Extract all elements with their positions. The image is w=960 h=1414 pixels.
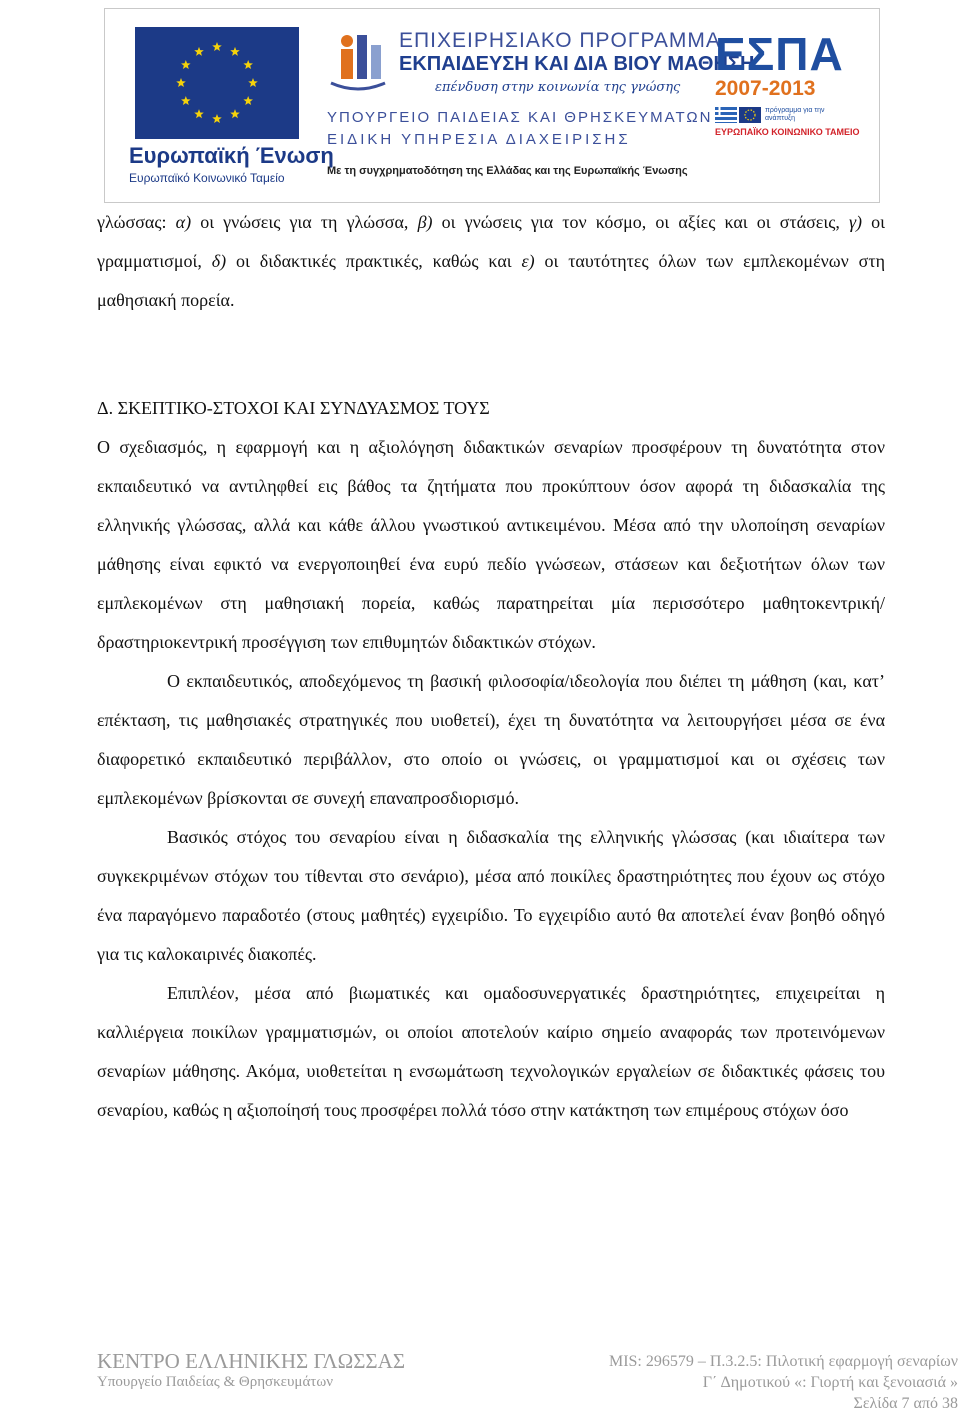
header-banner [104,8,880,203]
eu-logo-block [129,27,334,187]
paragraph-3: Βασικός στόχος του σεναρίου είναι η διδασκαλία της ελληνικής γλώσσας (και ιδιαίτερα των συγκεκριμένων στόχων του τίθενται στο σενάριο), μέσα από ποικίλες δραστηριότητες που έχουν ως στόχο ένα παραγόμενο παραδοτέο (στους μαθητές) εγχειρίδιο. Το εγχειρίδιο αυτό θα αποτελεί έναν βοηθό οδηγό για τις καλοκαιρινές διακοπές. [97,827,885,964]
management-service: ΕΙΔΙΚΗ ΥΠΗΡΕΣΙΑ ΔΙΑΧΕΙΡΙΣΗΣ [327,131,631,148]
programme-logo-icon [327,25,389,95]
footer-center-name: ΚΕΝΤΡΟ ΕΛΛΗΝΙΚΗΣ ΓΛΩΣΣΑΣ [97,1349,406,1373]
eu-name: Ευρωπαϊκή Ένωση [129,143,334,168]
operational-programme-block [327,25,755,190]
eu-fund: Ευρωπαϊκό Κοινωνικό Ταμείο [129,171,285,185]
espa-programme-text: πρόγραμμα για την ανάπτυξη [765,107,825,122]
programme-subtitle: ΕΚΠΑΙΔΕΥΣΗ ΚΑΙ ΔΙΑ ΒΙΟΥ ΜΑΘΗΣΗ [399,53,755,75]
intro-paragraph: γλώσσας: α) οι γνώσεις για τη γλώσσα, β) οι γνώσεις για τον κόσμο, οι αξίες και οι στάσεις, γ) οι γραμματισμοί, δ) οι διδακτικές πρακτικές, καθώς και ε) οι ταυτότητες όλων των εμπλεκομένων στη μαθησιακή πορεία. [97,212,886,310]
ministry-name: ΥΠΟΥΡΓΕΙΟ ΠΑΙΔΕΙΑΣ ΚΑΙ ΘΡΗΣΚΕΥΜΑΤΩΝ [327,109,713,126]
espa-name: ΕΣΠΑ [715,28,844,80]
paragraph-4: Επιπλέον, μέσα από βιωματικές και ομαδοσυνεργατικές δραστηριότητες, επιχειρείται η καλλιέργεια ποικίλων γραμματισμών, οι οποίοι αποτελούν καίριο σημείο αναφοράς των προτεινόμενων σεναρίων μάθησης. Ακόμα, υιοθετείται η ενσωμάτωση τεχνολογικών εργαλείων σε διδακτικές φάσεις του σεναρίου, καθώς η αξιοποίησή τους προσφέρει πολλά τόσο στην κατάκτηση των επιμέρους στόχων όσο [97,983,885,1120]
cofunding-note: Με τη συγχρηματοδότηση της Ελλάδας και της Ευρωπαϊκής Ένωσης [327,165,688,177]
footer-mis: MIS: 296579 – Π.3.2.5: Πιλοτική εφαρμογή σεναρίων [608,1353,958,1370]
paragraph-1: Ο σχεδιασμός, η εφαρμογή και η αξιολόγηση διδακτικών σεναρίων προσφέρουν τη δυνατότητα στον εκπαιδευτικό να αντιληφθεί εις βάθος τα ζητήματα που προκύπτουν όσον αφορά τη διδασκαλία της ελληνικής γλώσσας, αλλά και κάθε άλλου γνωστικού αντικειμένου. Μέσα από την υλοποίηση σεναρίων μάθησης είναι εφικτό να ενεργοποιηθεί ένα ευρύ πεδίο γνώσεων, στάσεων και δεξιοτήτων όλων των εμπλεκομένων στη μαθησιακή πορεία, καθώς παρατηρείται μία περισσότερο μαθητοκεντρική/δραστηριοκεντρική προσέγγιση των επιθυμητών διδακτικών στόχων. [97,437,885,652]
section-heading: Δ. ΣΚΕΠΤΙΚΟ-ΣΤΟΧΟΙ ΚΑΙ ΣΥΝΔΥΑΣΜΟΣ ΤΟΥΣ [97,398,490,418]
footer-ministry: Υπουργείο Παιδείας & Θρησκευμάτων [97,1374,333,1390]
esf-name: ΕΥΡΩΠΑΪΚΟ ΚΟΙΝΩΝΙΚΟ ΤΑΜΕΙΟ [715,127,860,137]
footer-page-number: Σελίδα 7 από 38 [853,1395,958,1412]
programme-title: ΕΠΙΧΕΙΡΗΣΙΑΚΟ ΠΡΟΓΡΑΜΜΑ [399,29,721,52]
greek-eu-flags-icon [715,107,761,123]
footer-scenario: Γ΄ Δημοτικού «: Γιορτή και ξενοιασιά » [702,1374,958,1391]
eu-flag-icon [135,27,299,139]
espa-years: 2007-2013 [715,77,816,100]
paragraph-2: Ο εκπαιδευτικός, αποδεχόμενος τη βασική φιλοσοφία/ιδεολογία που διέπει τη μάθηση (και, κατ’ επέκταση, τις μαθησιακές στρατηγικές που υιοθετεί), έχει τη δυνατότητα να λειτουργήσει μέσα σε ένα διαφορετικό εκπαιδευτικό περιβάλλον, στο οποίο οι γνώσεις, οι γραμματισμοί και οι σχέσεις των εμπλεκομένων βρίσκονται σε συνεχή επαναπροσδιορισμό. [97,671,885,808]
footer-right [609,1351,958,1414]
espa-logo-block [705,25,865,155]
page-body [97,203,885,1130]
programme-motto: επένδυση στην κοινωνία της γνώσης [435,80,681,95]
footer-left [97,1349,405,1391]
